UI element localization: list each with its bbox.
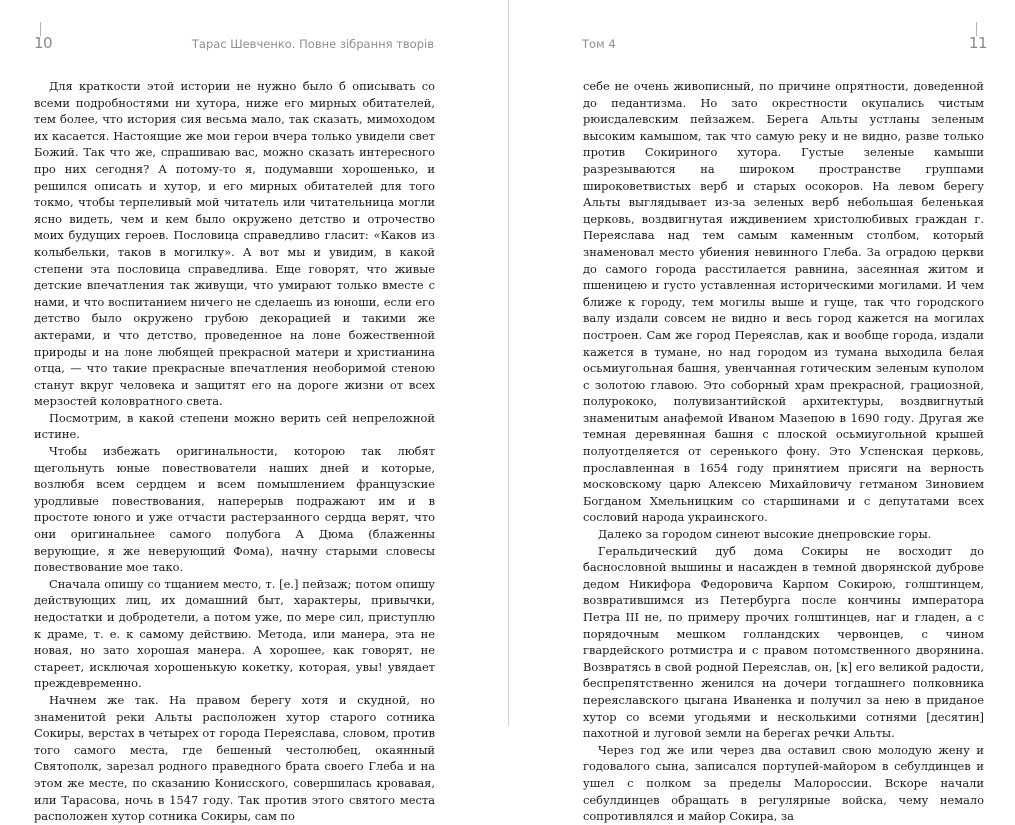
paragraph: Начнем же так. На правом берегу хотя и скудной, но знаменитой реки Альты расположен хутор старого сотника Сокиры, верстах в четырех от города Переяслава, словом, против того самого места, где бешеный честолюбец, окаянный Святополк, зарезал родного праведного брата своего Глеба и на этом же месте, по сказанию Конисского, совершилась кровавая, или Тарасова, ночь в 1547 году. Так против этого святого места расположен хутор сотника Сокиры, сам по bbox=[34, 692, 435, 824]
running-head: Том 4 bbox=[582, 37, 616, 51]
paragraph: Геральдический дуб дома Сокиры не восходит до баснословной вышины и насажден в темной дворянской дуброве дедом Никифора Федоровича Карпом Сокирою, голштинцем, возвратившимся из Петербурга после кончины императора Петра III не, по примеру прочих голштинцев, наг и гладен, а с порядочным мешком голландских червонцев, с чином гвардейского ротмистра и с правом потомственного дворянина. Возвратясь в свой родной Переяслав, он, [к] его великой радости, беспрепятственно женился на дочери тогдашнего полковника переяславского цыгана Иваненка и получил за нею в приданое хутор со всеми угодьями и несколькими сотнями [десятин] пахотной и луговой земли на берегах речки Альты. bbox=[583, 543, 984, 741]
page-number: 10 bbox=[34, 34, 53, 52]
paragraph: Сначала опишу со тщанием место, т. [е.] пейзаж; потом опишу действующих лиц, их домашний быт, характеры, привычки, недостатки и добродетели, а потом уже, по мере сил, приступлю к драме, т. е. к самому действию. Метода, или манера, эта не новая, но зато хорошая манера. А хорошее, как говорят, не стареет, исключая хорошенькую кокетку, которая, увы! увядает преждевременно. bbox=[34, 576, 435, 691]
body-text bbox=[583, 78, 984, 825]
running-head: Тарас Шевченко. Повне зібрання творів bbox=[191, 37, 434, 51]
left-page bbox=[0, 0, 508, 824]
paragraph: себе не очень живописный, по причине опрятности, доведенной до педантизма. Но зато окрестности окупались чистым рюисдалевским пейзажем. Берега Альты устланы зеленым высоким камышом, так что самую реку и не видно, разве только против Сокириного хутора. Густые зеленые камыши разрезываются на широком пространстве группами широковетвистых верб и старых осокоров. На левом берегу Альты выглядывает из-за зеленых верб небольшая беленькая церковь, воздвигнутая иждивением христолюбивых граждан г. Переяслава над тем самым каменным столбом, который знаменовал место убиения невинного Глеба. За оградою церкви до самого города расстилается равнина, засеянная житом и пшеницею и густо уставленная историческими могилами. И чем ближе к городу, тем могилы выше и гуще, так что городского валу издали совсем не видно и весь город кажется на могилах построен. Сам же город Переяслав, как и вообще города, издали кажется в тумане, но над городом из тумана выходила белая осьмиугольная башня, увенчанная готическим зеленым куполом с золотою главою. Это соборный храм прекрасной, грациозной, полурококо, полувизантийской архитектуры, воздвигнутый знаменитым анафемой Иваном Мазепою в 1690 году. Другая же темная деревянная башня с плоской осьмиугольной крышей полуотделяется от серенького фону. Это Успенская церковь, прославленная в 1654 году принятием присяги на верность московскому царю Алексею Михайловичу гетманом Зиновием Богданом Хмельницким со старшинами и с депутатами всех сословий народа украинского. bbox=[583, 79, 984, 525]
paragraph: Для краткости этой истории не нужно было б описывать со всеми подробностями ни хутора, ниже его мирных обитателей, тем более, что история сия весьма мало, так сказать, мимоходом их касается. Настоящие же мои герои вчера только увидели свет Божий. Так что же, спрашиваю вас, можно сказать интересного про них сегодня? А потому-то я, подумавши хорошенько, и решился описать и хутор, и его мирных обитателей для того токмо, чтобы терпеливый мой читатель или читательница могли ясно видеть, чем и кем было окружено детство и отрочество моих будущих героев. Пословица справедливо гласит: «Каков из колыбельки, таков в могилку». А вот мы и увидим, в какой степени эта пословица справедлива. Еще говорят, что живые детские впечатления так живущи, что умирают только вместе с нами, и что воспитанием ничего не сделаешь из юноши, если его детство было окружено грубою декорацией и такими же актерами, и что детство, проведенное на лоне божественной природы и на лоне любящей прекрасной матери и христианина отца, — что такие прекрасные впечатления необоримой стеною станут вкруг человека и защитят его на дороге жизни от всех мерзостей коловратного света. bbox=[34, 79, 435, 409]
paragraph: Посмотрим, в какой степени можно верить сей непреложной истине. bbox=[34, 410, 435, 442]
page-number: 11 bbox=[968, 34, 987, 52]
right-page bbox=[509, 0, 1015, 824]
paragraph: Чтобы избежать оригинальности, которою так любят щегольнуть юные повествователи наших дней и которые, возлюбя всем сердцем и всем помышлением французские уродливые повествования, наперерыв подражают им и в простоте юного и уже отчасти растерзанного сердца верят, что они оригинальнее самого полубога А Дюма (блаженны верующие, я же неверующий Фома), начну старыми словесы повествование мое тако. bbox=[34, 444, 435, 575]
paragraph: Далеко за городом синеют высокие днепровские горы. bbox=[598, 527, 932, 542]
body-text bbox=[34, 78, 435, 825]
paragraph: Через год же или через два оставил свою молодую жену и годовалого сына, записался портупей-майором в себулдинцев и ушел с полком за пределы Малороссии. Вскоре начали себулдинцев обращать в регулярные войска, чему немало сопротивлялся и майор Сокира, за bbox=[583, 742, 984, 824]
